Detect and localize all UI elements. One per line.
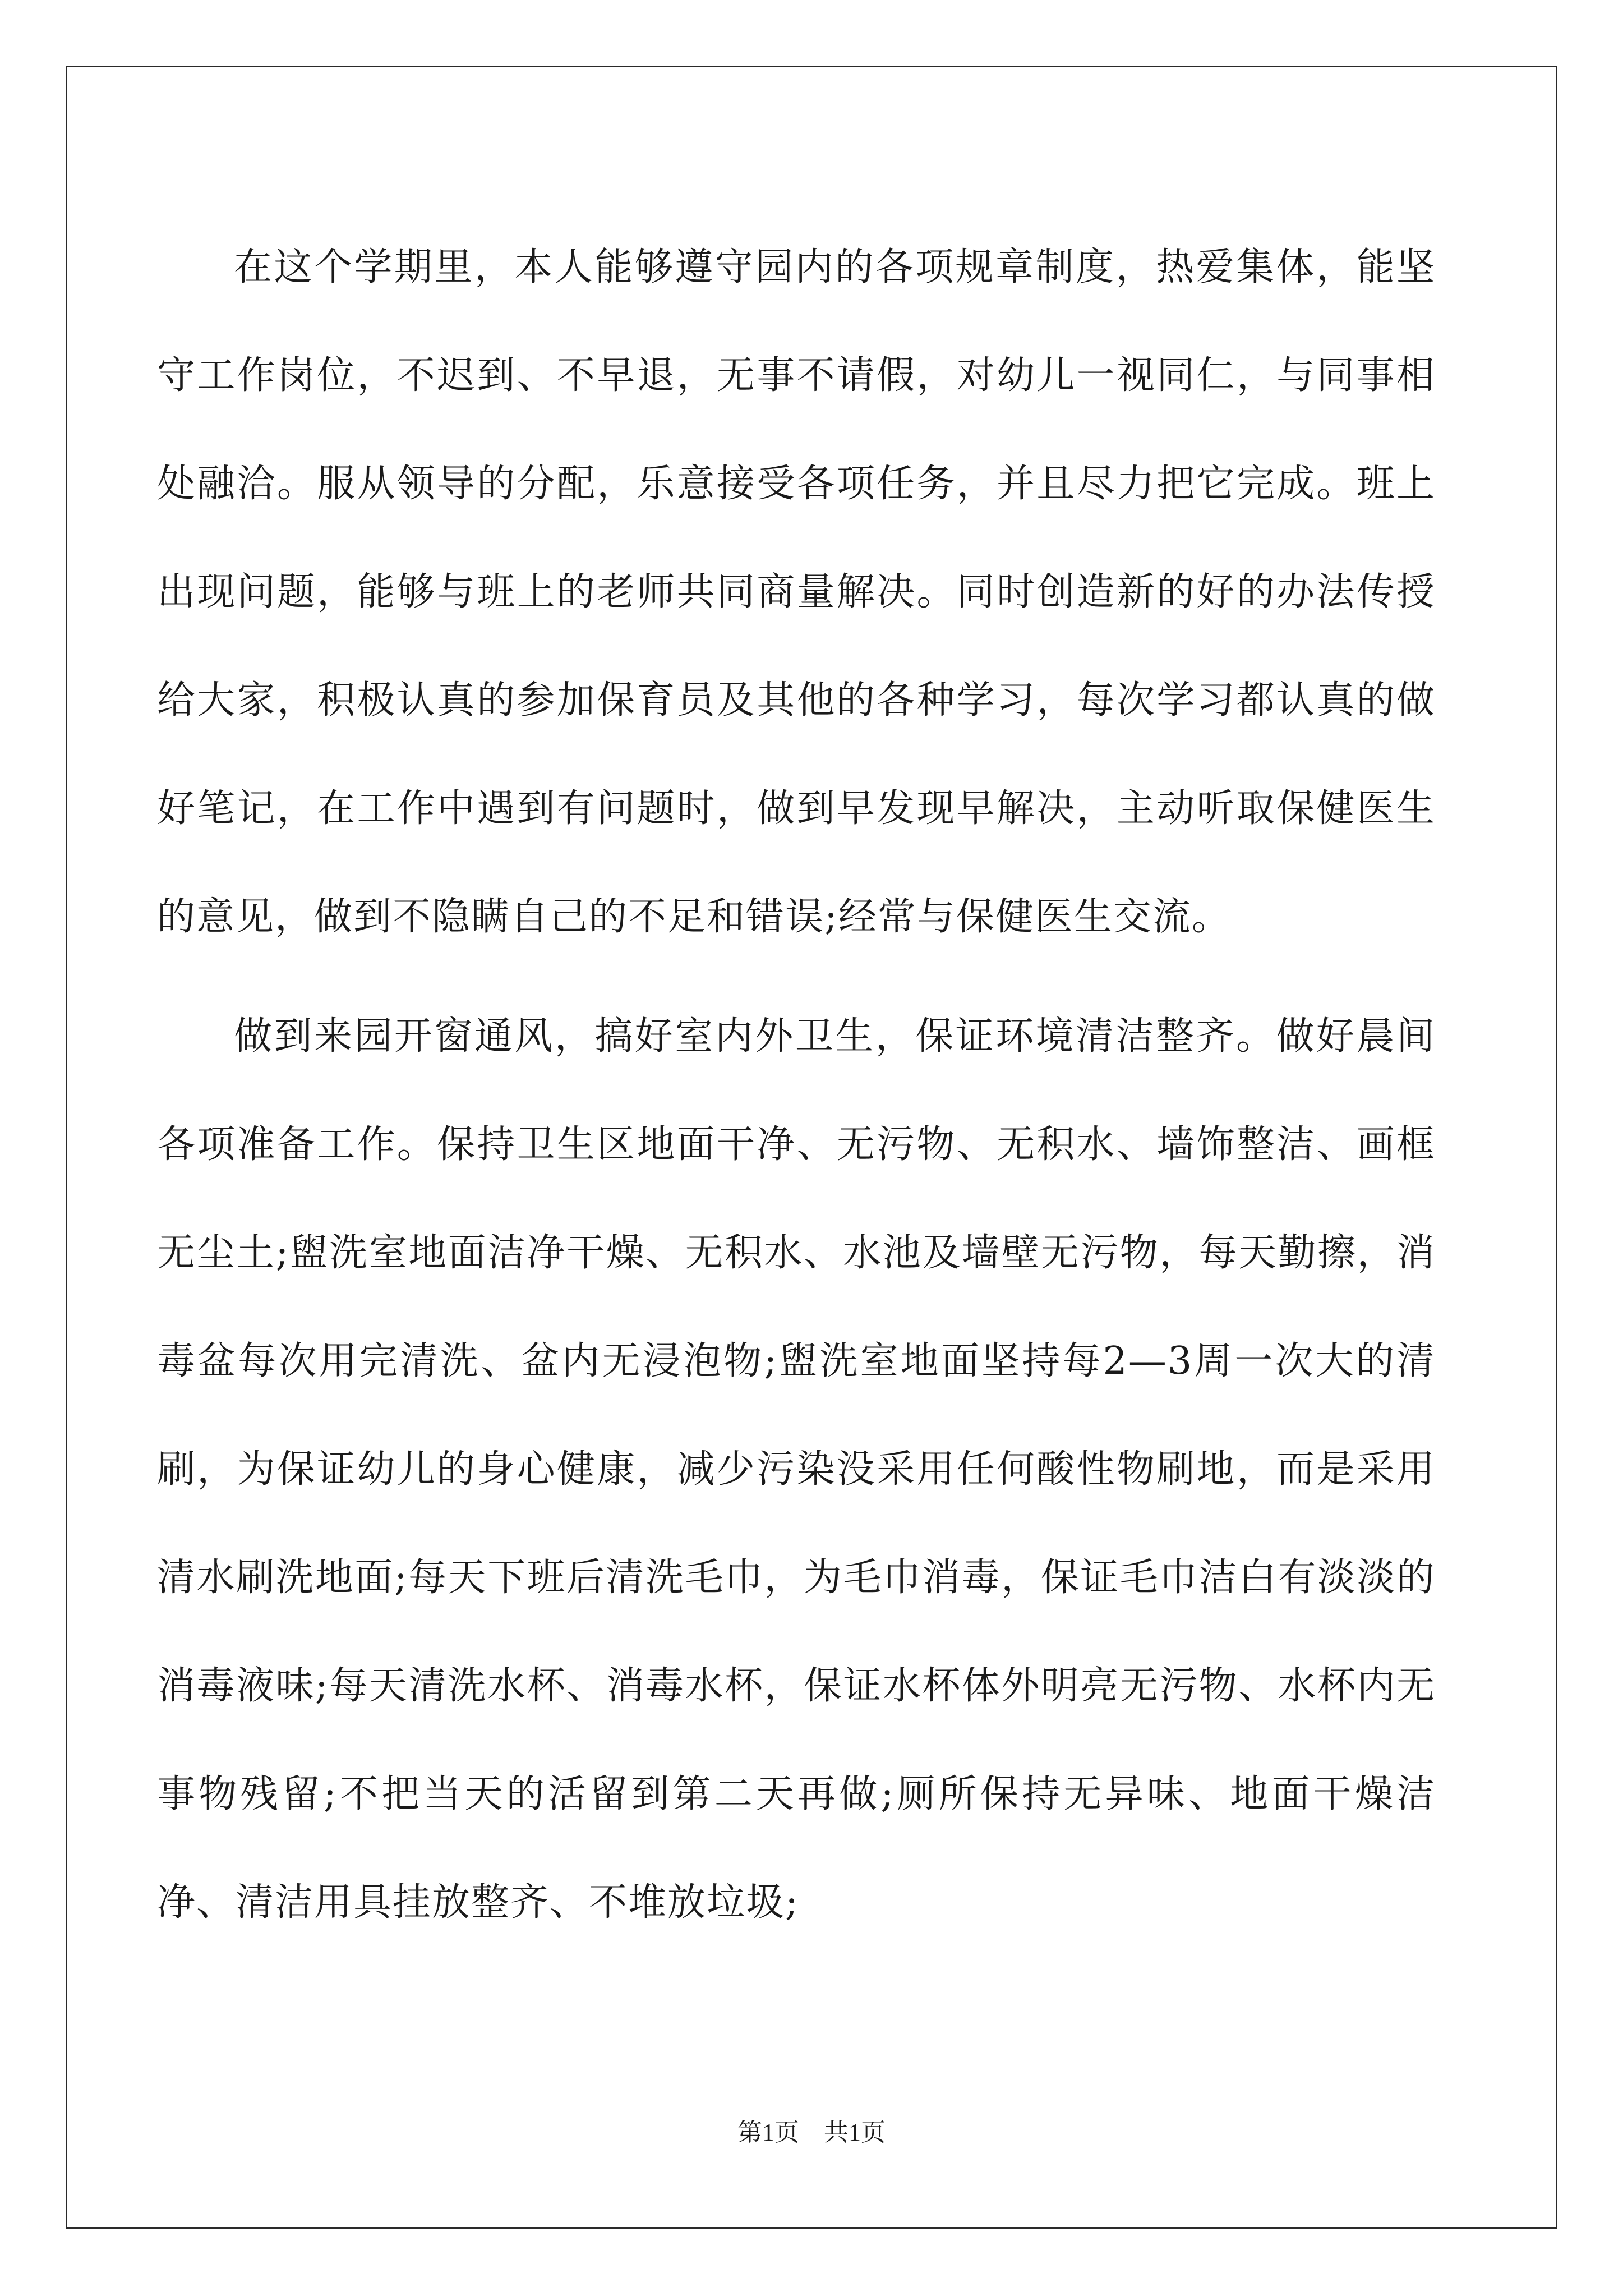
document-body [157,213,1436,1957]
paragraph-2: 做到来园开窗通风，搞好室内外卫生，保证环境清洁整齐。做好晨间各项准备工作。保持卫生区地面干净、无污物、无积水、墙饰整洁、画框无尘土;盥洗室地面洁净干燥、无积水、水池及墙壁无污物，每天勤擦，消毒盆每次用完清洗、盆内无浸泡物;盥洗室地面坚持每2—3周一次大的清刷，为保证幼儿的身心健康，减少污染没采用任何酸性物刷地，而是采用清水刷洗地面;每天下班后清洗毛巾，为毛巾消毒，保证毛巾洁白有淡淡的消毒液味;每天清洗水杯、消毒水杯，保证水杯体外明亮无污物、水杯内无事物残留;不把当天的活留到第二天再做;厕所保持无异味、地面干燥洁净、清洁用具挂放整齐、不堆放垃圾; [157,1014,1436,1925]
page-number-footer: 第1页 共1页 [737,2119,886,2146]
paragraph-1: 在这个学期里，本人能够遵守园内的各项规章制度，热爱集体，能坚守工作岗位，不迟到、不早退，无事不请假，对幼儿一视同仁，与同事相处融洽。服从领导的分配，乐意接受各项任务，并且尽力把它完成。班上出现问题，能够与班上的老师共同商量解决。同时创造新的好的办法传授给大家，积极认真的参加保育员及其他的各种学习，每次学习都认真的做好笔记，在工作中遇到有问题时，做到早发现早解决，主动听取保健医生的意见，做到不隐瞒自己的不足和错误;经常与保健医生交流。 [157,245,1436,939]
